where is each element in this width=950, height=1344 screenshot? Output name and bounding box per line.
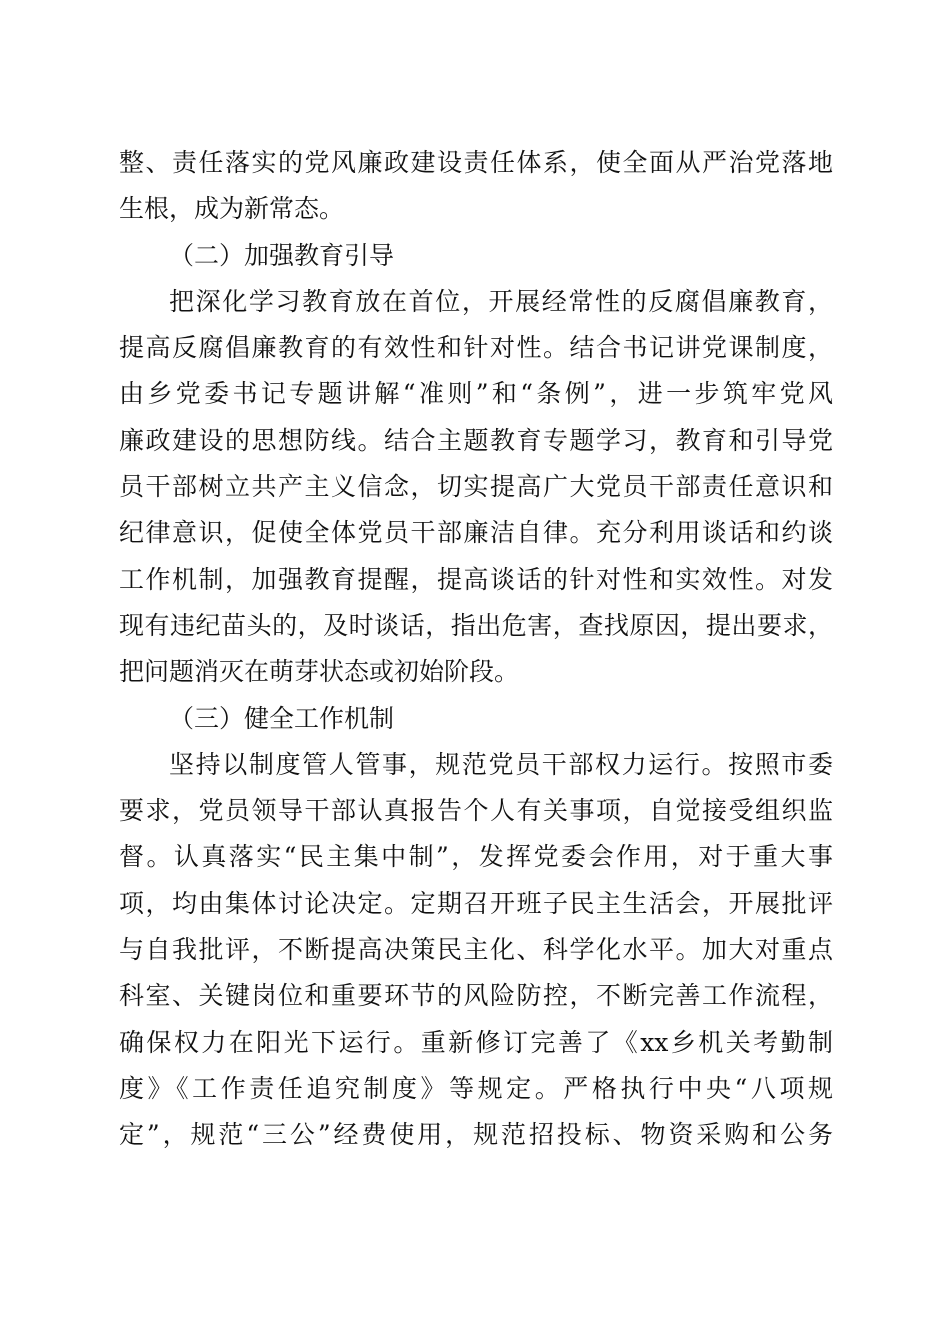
body-line: 整、责任落实的党风廉政建设责任体系，使全面从严治党落地 — [119, 148, 833, 177]
body-line: 工作机制，加强教育提醒，提高谈话的针对性和实效性。对发 — [119, 564, 833, 594]
body-line: 科室、关键岗位和重要环节的风险防控，不断完善工作流程， — [119, 981, 833, 1011]
body-line: 要求，党员领导干部认真报告个人有关事项，自觉接受组织监 — [119, 796, 833, 826]
body-line: 定”，规范“三公”经费使用，规范招投标、物资采购和公务 — [119, 1120, 833, 1150]
section-heading-2: （二）加强教育引导 — [169, 240, 395, 270]
body-line: 现有违纪苗头的，及时谈话，指出危害，查找原因，提出要求， — [119, 610, 833, 640]
section-heading-3: （三）健全工作机制 — [169, 703, 395, 733]
body-line: 员干部树立共产主义信念，切实提高广大党员干部责任意识和 — [119, 472, 833, 502]
body-line: 与自我批评，不断提高决策民主化、科学化水平。加大对重点 — [119, 935, 833, 965]
body-line: 纪律意识，促使全体党员干部廉洁自律。充分利用谈话和约谈 — [119, 518, 833, 548]
body-line: 生根，成为新常态。 — [119, 194, 345, 224]
body-line: 度》《工作责任追究制度》等规定。严格执行中央“八项规 — [119, 1073, 833, 1103]
document-body — [119, 140, 833, 1159]
body-line: 督。认真落实“民主集中制”，发挥党委会作用，对于重大事 — [119, 842, 833, 872]
body-line: 廉政建设的思想防线。结合主题教育专题学习，教育和引导党 — [119, 425, 833, 455]
body-line: 提高反腐倡廉教育的有效性和针对性。结合书记讲党课制度， — [119, 333, 833, 363]
paragraph-first-line: 把深化学习教育放在首位，开展经常性的反腐倡廉教育， — [169, 286, 833, 316]
body-line: 把问题消灭在萌芽状态或初始阶段。 — [119, 657, 520, 687]
body-line: 项，均由集体讨论决定。定期召开班子民主生活会，开展批评 — [119, 888, 833, 918]
body-line: 由乡党委书记专题讲解“准则”和“条例”，进一步筑牢党风 — [119, 379, 833, 409]
paragraph-first-line: 坚持以制度管人管事，规范党员干部权力运行。按照市委 — [169, 749, 833, 779]
body-line: 确保权力在阳光下运行。重新修订完善了《xx乡机关考勤制 — [119, 1027, 833, 1057]
